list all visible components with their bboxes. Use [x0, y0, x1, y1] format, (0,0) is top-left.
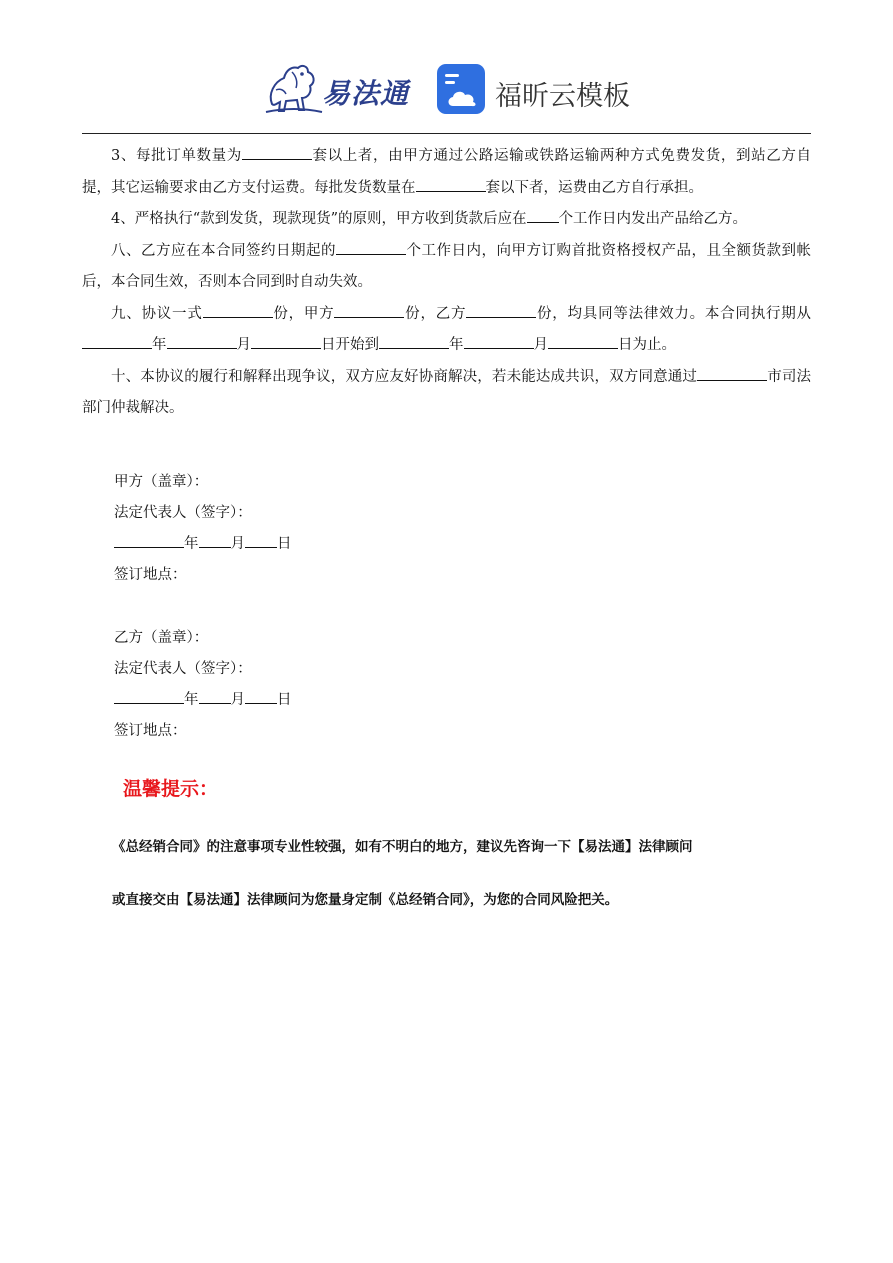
- party-a-place-label: 签订地点：: [114, 567, 187, 583]
- tip-title: 温馨提示：: [123, 778, 219, 800]
- clause-4: 4、严格执行“款到发货，现款现货”的原则，甲方收到货款后应在 个工作日内发出产品给乙方。: [82, 204, 811, 236]
- blank-field: [199, 533, 231, 548]
- blank-field: [466, 303, 536, 318]
- blank-field: [379, 334, 449, 349]
- clause-9: 九、协议一式 份，甲方 份，乙方 份，均具同等法律效力。本合同执行期从年 月 日开始到 年 月 日为止。: [82, 299, 811, 362]
- clause-10: 十、本协议的履行和解释出现争议，双方应友好协商解决，若未能达成共识，双方同意通过 市司法部门仲裁解决。: [82, 362, 811, 425]
- blank-field: [548, 334, 618, 349]
- page-header: [0, 58, 893, 122]
- fuxin-logo-text: 福昕云模板: [495, 81, 630, 112]
- blank-field: [82, 334, 152, 349]
- party-a-rep-label: 法定代表人（签字）：: [114, 505, 252, 521]
- blank-field: [245, 689, 277, 704]
- party-b-signature-block: [114, 623, 292, 747]
- yifatong-logo: [262, 60, 414, 118]
- header-divider: [82, 133, 811, 134]
- blank-field: [245, 533, 277, 548]
- yifatong-logo-text: 易法通: [322, 77, 410, 110]
- blank-field: [464, 334, 534, 349]
- blank-field: [199, 689, 231, 704]
- blank-field: [527, 208, 559, 223]
- cloud-document-icon: [437, 64, 485, 114]
- blank-field: [416, 177, 486, 192]
- blank-field: [242, 145, 312, 160]
- blank-field: [251, 334, 321, 349]
- clause-8: 八、乙方应在本合同签约日期起的 个工作日内，向甲方订购首批资格授权产品，且全额货款到帐后，本合同生效，否则本合同到时自动失效。: [82, 236, 811, 299]
- blank-field: [336, 240, 406, 255]
- clause-3: 3、每批订单数量为 套以上者，由甲方通过公路运输或铁路运输两种方式免费发货，到站乙方自提，其它运输要求由乙方支付运费。每批发货数量在 套以下者，运费由乙方自行承担。: [82, 141, 811, 204]
- party-b-place-label: 签订地点：: [114, 723, 187, 739]
- party-a-seal-label: 甲方（盖章）：: [114, 474, 209, 490]
- fuxin-logo: [437, 64, 637, 116]
- party-a-signature-block: [114, 467, 292, 591]
- tip-line-1: 《总经销合同》的注意事项专业性较强，如有不明白的地方，建议先咨询一下【易法通】法律顾问: [112, 839, 693, 855]
- blank-field: [167, 334, 237, 349]
- contract-body: [82, 141, 811, 425]
- party-b-date: 年 月 日: [114, 685, 292, 716]
- party-b-rep-label: 法定代表人（签字）：: [114, 661, 252, 677]
- blank-field: [114, 533, 184, 548]
- blank-field: [203, 303, 273, 318]
- blank-field: [334, 303, 404, 318]
- party-b-seal-label: 乙方（盖章）：: [114, 630, 209, 646]
- blank-field: [697, 366, 767, 381]
- horse-logo-icon: [262, 60, 326, 118]
- tip-line-2: 或直接交由【易法通】法律顾问为您量身定制《总经销合同》，为您的合同风险把关。: [112, 892, 619, 908]
- blank-field: [114, 689, 184, 704]
- party-a-date: 年 月 日: [114, 529, 292, 560]
